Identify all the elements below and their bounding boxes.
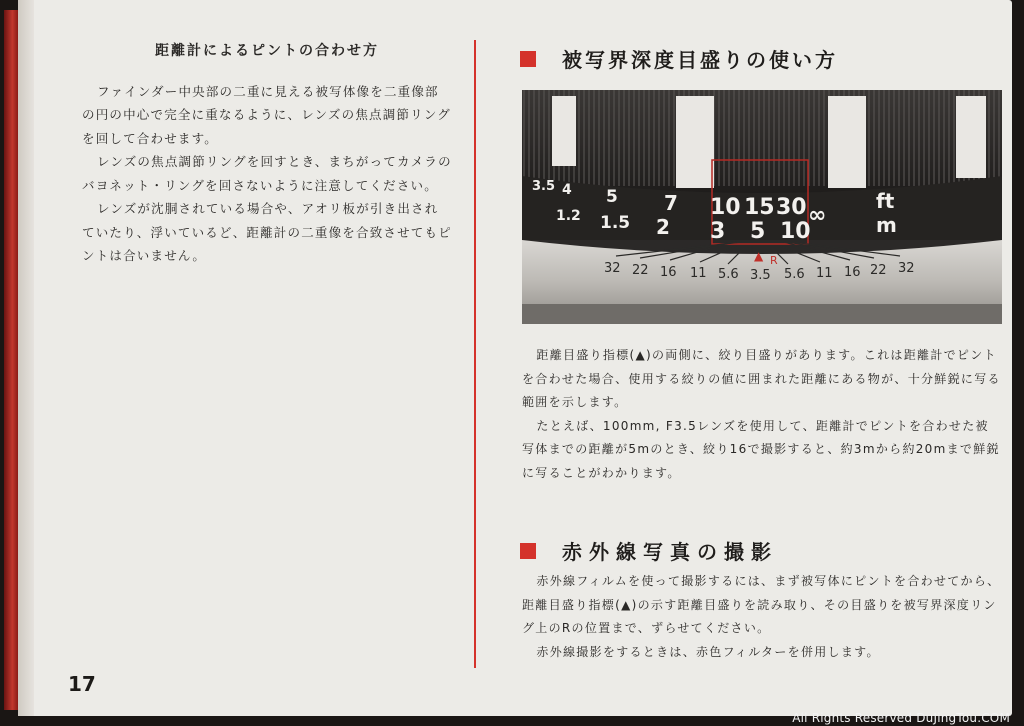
section2-paragraph-1: 赤外線フィルムを使って撮影するには、まず被写体にピントを合わせてから、距離目盛り指標(▲)の示す距離目盛りを読み取り、その目盛りを被写界深度リング上のRの位置まで、ずらせてください。	[522, 574, 1001, 635]
red-square-bullet	[520, 543, 536, 559]
ft-label: 3.5	[532, 179, 556, 194]
page-stack-edge	[18, 0, 34, 716]
ft-label: 7	[664, 191, 678, 215]
left-paragraph-1: ファインダー中央部の二重に見える被写体像を二重像部の円の中心で完全に重なるように、レンズの焦点調節リングを回して合わせます。	[82, 83, 451, 146]
book-spine	[4, 10, 18, 710]
section2-paragraph-2: 赤外線撮影をするときは、赤色フィルターを併用します。	[536, 644, 880, 659]
highlight-bar	[956, 96, 986, 178]
section1-paragraph-1: 距離目盛り指標(▲)の両側に、絞り目盛りがあります。これは距離計でピントを合わせた場合、使用する絞りの値に囲まれた距離にある物が、十分鮮鋭に写る範囲を示します。	[522, 348, 1001, 409]
section2-title: 赤外線写真の撮影	[562, 540, 778, 564]
aperture-label: 22	[870, 263, 887, 278]
section1-heading	[520, 44, 838, 73]
section1-title: 被写界深度目盛りの使い方	[562, 48, 838, 72]
ft-unit: ft	[876, 189, 895, 213]
m-label: 2	[656, 215, 670, 239]
aperture-label: 32	[898, 261, 915, 276]
lens-scale-illustration	[522, 90, 1002, 324]
column-divider	[474, 40, 476, 668]
aperture-label: 16	[660, 265, 677, 280]
lens-barrel-base	[522, 304, 1002, 324]
infinity-label: ∞	[808, 203, 827, 228]
aperture-label: 3.5	[750, 268, 771, 283]
aperture-label: 11	[816, 266, 833, 281]
watermark: All Rights Reserved DuJingTou.COM	[792, 711, 1010, 725]
index-triangle-icon: ▲	[754, 249, 764, 263]
highlight-bar	[552, 96, 576, 166]
left-paragraph-3: レンズが沈胴されている場合や、アオリ板が引き出されていたり、浮いているど、距離計の二重像を合致させてもピントは合いません。	[82, 201, 452, 263]
left-column	[82, 40, 452, 268]
highlight-bar	[676, 96, 714, 188]
m-label: 1.5	[600, 213, 631, 233]
section1-body	[522, 344, 1002, 485]
red-square-bullet	[520, 51, 536, 67]
m-label: 10	[780, 219, 811, 244]
aperture-label: 22	[632, 263, 649, 278]
aperture-label: 32	[604, 261, 621, 276]
m-label: 1.2	[556, 208, 581, 224]
section2-heading	[520, 536, 778, 565]
ft-label: 5	[606, 187, 618, 207]
ir-mark: R	[770, 254, 778, 267]
ft-label: 30	[776, 195, 807, 220]
section2-body	[522, 570, 1002, 664]
m-unit: m	[876, 213, 897, 237]
left-title: 距離計によるピントの合わせ方	[155, 43, 379, 59]
aperture-label: 5.6	[784, 267, 805, 282]
left-paragraph-2: レンズの焦点調節リングを回すとき、まちがってカメラのバヨネット・リングを回さないように注意してください。	[82, 154, 452, 193]
m-label: 3	[710, 219, 726, 244]
ft-label: 10	[710, 195, 741, 220]
ft-label: 4	[562, 182, 572, 198]
ft-label: 15	[744, 195, 775, 220]
page-number: 17	[68, 672, 96, 696]
aperture-label: 5.6	[718, 267, 739, 282]
aperture-label: 11	[690, 266, 707, 281]
highlight-bar	[828, 96, 866, 188]
lens-photo	[522, 90, 1002, 324]
section1-paragraph-2: たとえば、100mm, F3.5レンズを使用して、距離計でピントを合わせた被写体までの距離が5mのとき、絞り16で撮影すると、約3mから約20mまで鮮鋭に写ることがわかります。	[522, 418, 1000, 480]
aperture-label: 16	[844, 265, 861, 280]
m-label: 5	[750, 219, 766, 244]
